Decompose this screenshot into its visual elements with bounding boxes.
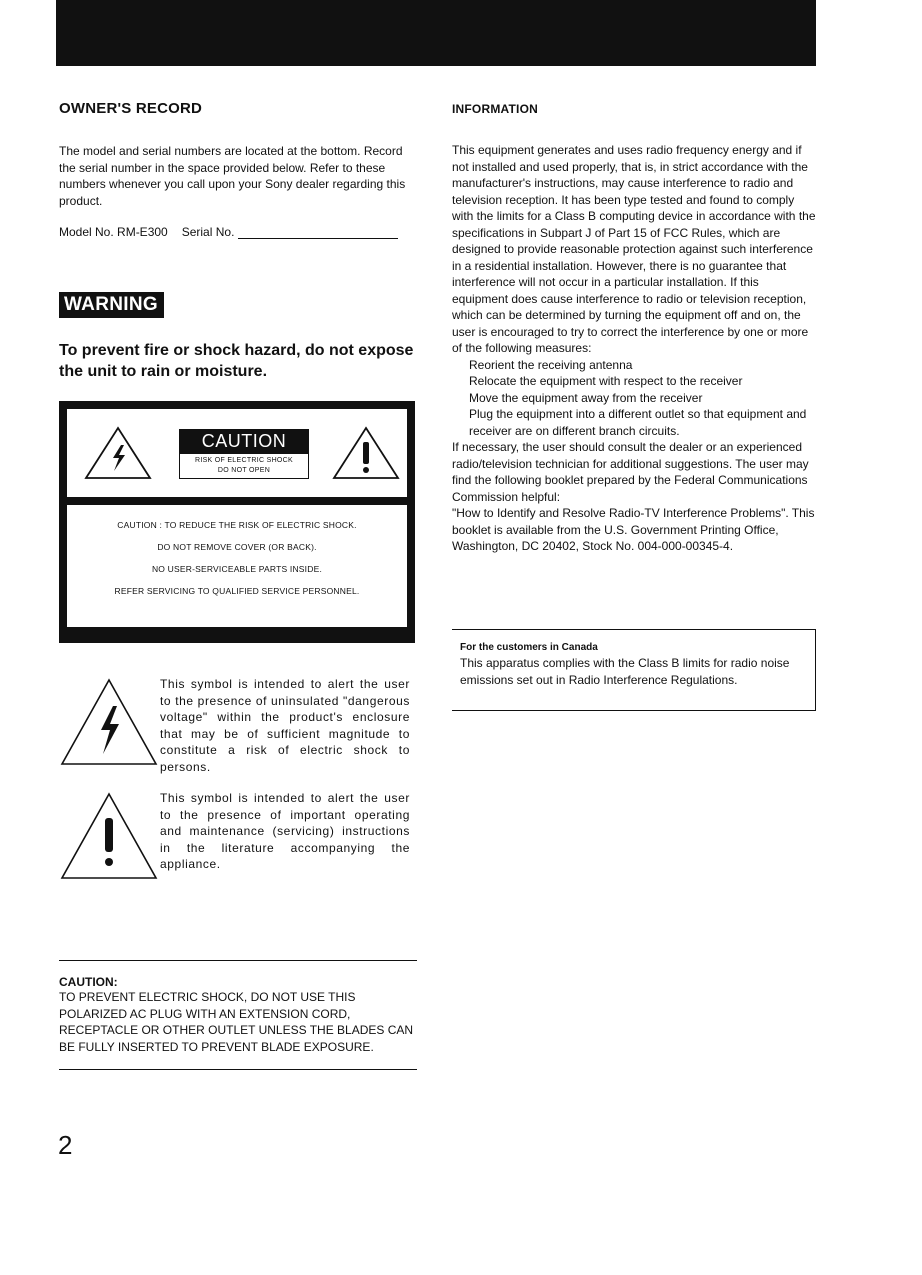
lightning-warning-icon — [59, 676, 159, 768]
canada-body: This apparatus complies with the Class B limits for radio noise emissions set out in Radio Interference Regulations. — [460, 656, 790, 687]
canada-title: For the customers in Canada — [460, 642, 598, 653]
page-number: 2 — [58, 1130, 73, 1160]
model-serial-line — [59, 225, 421, 239]
owners-record-paragraph: The model and serial numbers are located at the bottom. Record the serial number in the space provided below. Refer to these numbers whenever you call upon your Sony dealer regarding this product. — [59, 144, 406, 208]
information-section — [452, 102, 816, 555]
information-outro: If necessary, the user should consult the dealer or an experienced radio/television technician for additional suggestions. The user may find the following booklet prepared by the Federal Communications Commission helpful: — [452, 440, 809, 504]
measure-item: Plug the equipment into a different outlet so that equipment and receiver are on different branch circuits. — [469, 407, 807, 438]
caution-sub-line1: RISK OF ELECTRIC SHOCK — [194, 457, 293, 464]
warning-badge: WARNING — [59, 292, 164, 318]
plug-caution-title: CAUTION: — [59, 975, 118, 989]
exclamation-warning-icon — [59, 790, 159, 882]
caution-sign — [179, 429, 309, 479]
model-label: Model No. RM-E300 — [59, 225, 168, 239]
exclamation-symbol-text: This symbol is intended to alert the user to the presence of important operating and maintenance (servicing) instructions in the literature accompanying the appliance. — [160, 791, 410, 871]
lightning-symbol-text: This symbol is intended to alert the user to the presence of uninsulated "dangerous voltage" within the product's enclosure that may be of sufficient magnitude to constitute a risk of electric shock to persons. — [160, 677, 410, 774]
caution-line: REFER SERVICING TO QUALIFIED SERVICE PERSONNEL. — [114, 586, 360, 596]
owners-record-title: OWNER'S RECORD — [59, 100, 203, 117]
measure-item: Reorient the receiving antenna — [469, 357, 633, 372]
header-bar — [56, 0, 816, 66]
plug-caution-section — [59, 960, 417, 1070]
caution-label-box — [59, 401, 415, 643]
caution-line: NO USER-SERVICEABLE PARTS INSIDE. — [151, 564, 323, 574]
serial-label: Serial No. — [181, 225, 235, 239]
caution-banner: CAUTION — [179, 429, 309, 454]
caution-line: DO NOT REMOVE COVER (OR BACK). — [157, 542, 317, 552]
caution-label-top — [67, 409, 407, 497]
caution-label-bottom — [67, 505, 407, 627]
caution-lines — [67, 505, 407, 598]
warning-text: To prevent fire or shock hazard, do not expose the unit to rain or moisture. — [59, 342, 414, 380]
information-intro: This equipment generates and uses radio frequency energy and if not installed and used properly, that is, in strict accordance with the manufacturer's instructions, may cause interference to radio and television reception. It has been type tested and found to comply with the limits for a Class B computing device in accordance with the specifications in Subpart J of Part 15 of FCC Rules, which are designed to provide reasonable protection against such interference in a residential installation. However, there is no guarantee that interference will not occur in a particular installation. If this equipment does cause interference to radio or television reception, which can be determined by turning the equipment off and on, the user is encouraged to try to correct the interference by one or more of the following measures: — [452, 143, 816, 355]
booklet-reference: "How to Identify and Resolve Radio-TV Interference Problems". This booklet is available from the U.S. Government Printing Office, Washington, DC 20402, Stock No. 004-000-00345-4. — [452, 506, 815, 553]
canada-notice-box — [452, 629, 816, 711]
measure-item: Relocate the equipment with respect to the receiver — [469, 374, 743, 388]
caution-sub — [179, 454, 309, 479]
lightning-warning-icon — [83, 425, 153, 481]
plug-caution-body: TO PREVENT ELECTRIC SHOCK, DO NOT USE THIS POLARIZED AC PLUG WITH AN EXTENSION CORD, RECEPTACLE OR OTHER OUTLET UNLESS THE BLADES CAN BE FULLY INSERTED TO PREVENT BLADE EXPOSURE. — [59, 990, 414, 1054]
measure-item: Move the equipment away from the receiver — [469, 390, 703, 405]
information-body — [452, 142, 816, 555]
exclamation-warning-icon — [331, 425, 401, 481]
serial-number-blank — [238, 226, 398, 239]
owners-record-section — [59, 100, 421, 239]
caution-line: CAUTION : TO REDUCE THE RISK OF ELECTRIC SHOCK. — [117, 520, 357, 530]
caution-sub-line2: DO NOT OPEN — [217, 467, 271, 474]
information-title: INFORMATION — [452, 102, 538, 116]
